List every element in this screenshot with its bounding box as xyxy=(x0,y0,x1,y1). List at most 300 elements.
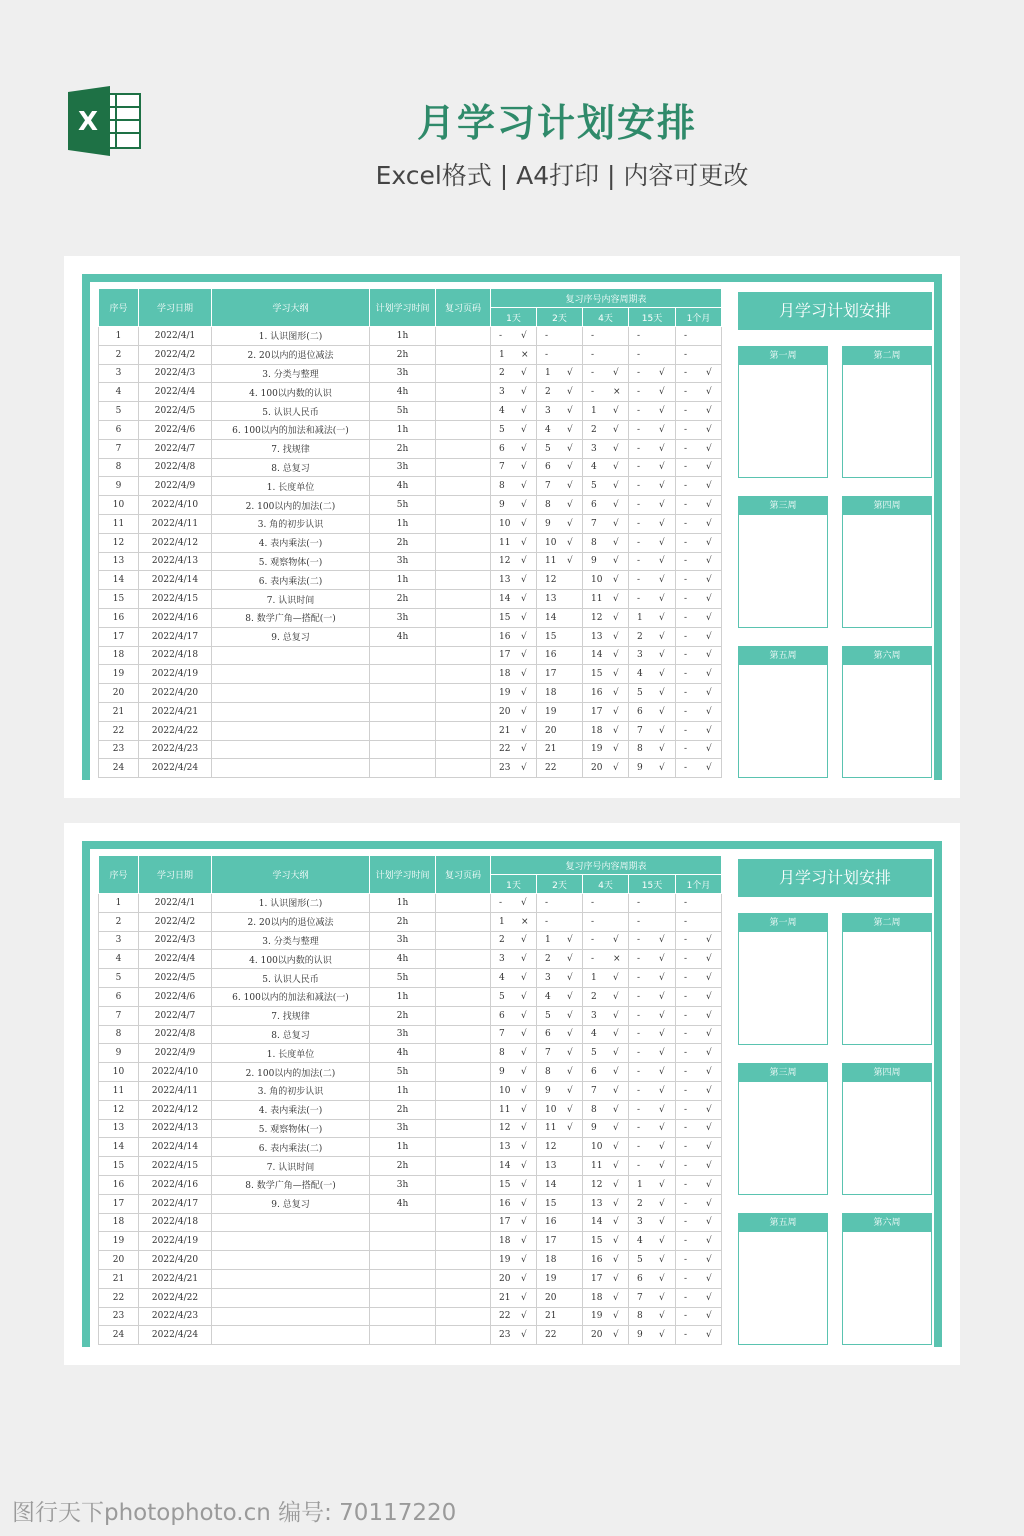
review-number: 16 xyxy=(545,650,557,661)
col-review-page-header: 复习页码 xyxy=(436,289,491,327)
review-mark: √ xyxy=(706,1048,712,1059)
cell-review-cycle xyxy=(676,1269,722,1288)
cell-review-cycle xyxy=(491,931,537,950)
cell-plan-time xyxy=(370,1288,436,1307)
cell-review-page xyxy=(436,1119,491,1138)
table-row xyxy=(99,931,722,950)
review-number: 20 xyxy=(499,706,511,717)
review-number: 2 xyxy=(637,1198,643,1209)
cell-date: 2022/4/6 xyxy=(139,987,212,1006)
review-number: 18 xyxy=(591,725,603,736)
review-number: 2 xyxy=(499,368,505,379)
cell-review-cycle xyxy=(537,345,583,364)
review-number: 23 xyxy=(499,1330,511,1341)
review-mark: √ xyxy=(613,612,619,623)
review-number: - xyxy=(637,518,641,529)
cell-index: 17 xyxy=(99,627,139,646)
cell-plan-time xyxy=(370,721,436,740)
review-number: 9 xyxy=(591,556,597,567)
review-mark: √ xyxy=(706,1123,712,1134)
review-mark: √ xyxy=(521,1311,527,1322)
cell-review-cycle xyxy=(629,590,676,609)
cell-review-cycle xyxy=(491,646,537,665)
review-mark: √ xyxy=(521,368,527,379)
cell-review-cycle xyxy=(583,740,629,759)
cell-date: 2022/4/8 xyxy=(139,1025,212,1044)
col-cycle-header: 1个月 xyxy=(676,308,722,327)
cell-review-cycle xyxy=(583,1251,629,1270)
cell-review-cycle xyxy=(583,402,629,421)
review-mark: √ xyxy=(706,594,712,605)
review-number: 10 xyxy=(545,1104,557,1115)
review-number: 3 xyxy=(545,973,551,984)
cell-plan-time xyxy=(370,1232,436,1251)
review-number: 12 xyxy=(499,556,511,567)
cell-review-cycle xyxy=(491,894,537,913)
review-number: 13 xyxy=(499,1142,511,1153)
review-number: 5 xyxy=(591,1048,597,1059)
cell-outline: 4. 表内乘法(一) xyxy=(212,1100,370,1119)
review-number: 17 xyxy=(499,650,511,661)
review-mark: √ xyxy=(521,631,527,642)
cell-review-cycle xyxy=(583,1307,629,1326)
cell-review-cycle xyxy=(537,950,583,969)
cell-index: 17 xyxy=(99,1194,139,1213)
review-mark: √ xyxy=(659,1273,665,1284)
review-number: 18 xyxy=(545,1255,557,1266)
review-number: 5 xyxy=(591,481,597,492)
table-row xyxy=(99,458,722,477)
review-mark: √ xyxy=(613,575,619,586)
review-number: 6 xyxy=(499,1010,505,1021)
cell-review-cycle xyxy=(537,931,583,950)
cell-outline: 7. 认识时间 xyxy=(212,590,370,609)
cell-review-page xyxy=(436,608,491,627)
review-mark: √ xyxy=(567,1048,573,1059)
review-number: 15 xyxy=(499,612,511,623)
cell-date: 2022/4/4 xyxy=(139,383,212,402)
cell-review-page xyxy=(436,402,491,421)
review-mark: √ xyxy=(613,706,619,717)
cell-date: 2022/4/1 xyxy=(139,327,212,346)
table-row xyxy=(99,1307,722,1326)
review-mark: √ xyxy=(521,954,527,965)
review-mark: √ xyxy=(567,500,573,511)
cell-outline: 9. 总复习 xyxy=(212,627,370,646)
cell-outline xyxy=(212,740,370,759)
cell-plan-time xyxy=(370,740,436,759)
cell-review-cycle xyxy=(491,1006,537,1025)
review-number: 17 xyxy=(591,1273,603,1284)
review-mark: √ xyxy=(613,556,619,567)
cell-review-cycle xyxy=(491,1251,537,1270)
cell-review-cycle xyxy=(583,514,629,533)
review-number: 12 xyxy=(591,1179,603,1190)
cell-review-page xyxy=(436,1175,491,1194)
cell-review-cycle xyxy=(537,327,583,346)
cell-review-cycle xyxy=(583,1063,629,1082)
study-plan-table xyxy=(98,288,722,778)
cell-review-cycle xyxy=(629,1025,676,1044)
cell-review-cycle xyxy=(583,1288,629,1307)
cell-review-page xyxy=(436,665,491,684)
cell-plan-time: 1h xyxy=(370,1138,436,1157)
review-mark: √ xyxy=(521,1123,527,1134)
review-mark: √ xyxy=(659,688,665,699)
review-mark: √ xyxy=(706,500,712,511)
review-number: 10 xyxy=(591,575,603,586)
review-number: - xyxy=(637,954,641,965)
cell-review-cycle xyxy=(676,477,722,496)
review-mark: √ xyxy=(521,406,527,417)
cell-date: 2022/4/11 xyxy=(139,1081,212,1100)
table-row xyxy=(99,552,722,571)
review-number: 4 xyxy=(637,669,643,680)
review-mark: √ xyxy=(613,1029,619,1040)
cell-review-cycle xyxy=(583,1119,629,1138)
sheet-frame xyxy=(82,274,942,780)
table-row xyxy=(99,912,722,931)
review-mark: √ xyxy=(706,1311,712,1322)
cell-outline: 8. 总复习 xyxy=(212,458,370,477)
review-mark: √ xyxy=(706,1273,712,1284)
week-label: 第三周 xyxy=(739,497,827,515)
cell-review-cycle xyxy=(537,552,583,571)
review-number: 2 xyxy=(591,991,597,1002)
cell-outline: 1. 认识图形(二) xyxy=(212,327,370,346)
review-number: 1 xyxy=(637,612,643,623)
cell-review-cycle xyxy=(537,1138,583,1157)
cell-review-cycle xyxy=(583,458,629,477)
table-row xyxy=(99,627,722,646)
review-number: - xyxy=(591,349,595,360)
sheet-frame xyxy=(82,841,942,1347)
review-number: 7 xyxy=(545,481,551,492)
cell-plan-time: 1h xyxy=(370,894,436,913)
review-number: - xyxy=(684,575,688,586)
review-mark: √ xyxy=(613,1161,619,1172)
cell-index: 23 xyxy=(99,740,139,759)
review-number: - xyxy=(637,1123,641,1134)
review-number: - xyxy=(637,1029,641,1040)
review-mark: √ xyxy=(613,1292,619,1303)
cell-review-cycle xyxy=(629,1006,676,1025)
cell-date: 2022/4/12 xyxy=(139,533,212,552)
cell-date: 2022/4/22 xyxy=(139,721,212,740)
cell-outline: 3. 分类与整理 xyxy=(212,364,370,383)
cell-review-cycle xyxy=(676,740,722,759)
review-mark: √ xyxy=(521,1217,527,1228)
cell-date: 2022/4/5 xyxy=(139,402,212,421)
cell-outline: 5. 观察物体(一) xyxy=(212,1119,370,1138)
cell-review-cycle xyxy=(629,327,676,346)
review-number: - xyxy=(591,368,595,379)
review-number: - xyxy=(684,1104,688,1115)
review-number: 5 xyxy=(499,424,505,435)
cell-plan-time: 1h xyxy=(370,514,436,533)
cell-review-cycle xyxy=(583,721,629,740)
review-number: 23 xyxy=(499,763,511,774)
review-number: - xyxy=(591,330,595,341)
review-number: - xyxy=(684,1123,688,1134)
review-mark: √ xyxy=(521,443,527,454)
review-number: - xyxy=(637,500,641,511)
cell-plan-time: 1h xyxy=(370,327,436,346)
cell-outline: 7. 找规律 xyxy=(212,439,370,458)
cell-review-cycle xyxy=(583,1326,629,1345)
cell-review-page xyxy=(436,477,491,496)
review-mark: √ xyxy=(706,991,712,1002)
cell-review-cycle xyxy=(629,1157,676,1176)
review-number: 1 xyxy=(591,406,597,417)
review-mark: √ xyxy=(659,650,665,661)
review-mark: √ xyxy=(521,1236,527,1247)
cell-review-cycle xyxy=(676,327,722,346)
review-number: 16 xyxy=(545,1217,557,1228)
review-number: 1 xyxy=(637,1179,643,1190)
review-mark: √ xyxy=(706,1085,712,1096)
review-number: 22 xyxy=(545,1330,557,1341)
review-mark: √ xyxy=(659,556,665,567)
review-mark: √ xyxy=(613,443,619,454)
cell-review-page xyxy=(436,759,491,778)
cell-plan-time xyxy=(370,1307,436,1326)
review-mark: √ xyxy=(521,688,527,699)
review-number: - xyxy=(684,368,688,379)
review-number: 19 xyxy=(499,1255,511,1266)
table-row xyxy=(99,496,722,515)
cell-outline: 1. 长度单位 xyxy=(212,477,370,496)
cell-review-cycle xyxy=(629,931,676,950)
review-number: - xyxy=(545,897,549,908)
table-row xyxy=(99,1063,722,1082)
cell-review-cycle xyxy=(583,684,629,703)
review-number: - xyxy=(684,706,688,717)
cell-review-page xyxy=(436,1194,491,1213)
review-mark: √ xyxy=(659,612,665,623)
cell-review-cycle xyxy=(676,1251,722,1270)
cell-outline xyxy=(212,665,370,684)
review-number: 19 xyxy=(591,744,603,755)
review-number: - xyxy=(684,349,688,360)
col-date-header: 学习日期 xyxy=(139,289,212,327)
review-number: 4 xyxy=(591,1029,597,1040)
review-number: - xyxy=(637,594,641,605)
review-mark: × xyxy=(613,387,621,398)
cell-review-cycle xyxy=(491,1175,537,1194)
review-mark: √ xyxy=(567,537,573,548)
cell-review-cycle xyxy=(583,894,629,913)
cell-index: 4 xyxy=(99,950,139,969)
cell-review-page xyxy=(436,1006,491,1025)
cell-review-cycle xyxy=(583,702,629,721)
review-number: - xyxy=(637,1085,641,1096)
cell-review-cycle xyxy=(583,759,629,778)
review-number: - xyxy=(591,916,595,927)
review-number: - xyxy=(684,1311,688,1322)
cell-review-cycle xyxy=(583,420,629,439)
review-mark: √ xyxy=(706,1142,712,1153)
cell-index: 20 xyxy=(99,1251,139,1270)
review-mark: √ xyxy=(567,481,573,492)
cell-outline: 5. 认识人民币 xyxy=(212,402,370,421)
week-label: 第四周 xyxy=(843,1064,931,1082)
review-mark: √ xyxy=(659,1236,665,1247)
review-mark: √ xyxy=(567,424,573,435)
review-mark: √ xyxy=(521,744,527,755)
review-number: 2 xyxy=(545,954,551,965)
cell-review-cycle xyxy=(583,1175,629,1194)
cell-review-page xyxy=(436,987,491,1006)
review-number: 13 xyxy=(499,575,511,586)
review-number: 13 xyxy=(545,1161,557,1172)
cell-review-cycle xyxy=(491,1063,537,1082)
cell-index: 13 xyxy=(99,552,139,571)
cell-review-cycle xyxy=(491,1288,537,1307)
cell-review-cycle xyxy=(629,1213,676,1232)
table-row xyxy=(99,665,722,684)
cell-review-cycle xyxy=(491,702,537,721)
cell-date: 2022/4/6 xyxy=(139,420,212,439)
review-number: - xyxy=(684,1179,688,1190)
review-number: 5 xyxy=(637,688,643,699)
cell-review-cycle xyxy=(491,740,537,759)
cell-review-cycle xyxy=(537,1288,583,1307)
review-mark: √ xyxy=(567,406,573,417)
week-label: 第六周 xyxy=(843,647,931,665)
cell-review-cycle xyxy=(676,1194,722,1213)
table-row xyxy=(99,608,722,627)
review-number: 11 xyxy=(545,556,557,567)
cell-review-page xyxy=(436,496,491,515)
cell-review-cycle xyxy=(676,950,722,969)
col-index-header: 序号 xyxy=(99,856,139,894)
review-mark: √ xyxy=(706,612,712,623)
review-number: 21 xyxy=(499,725,511,736)
cell-review-cycle xyxy=(491,1025,537,1044)
review-number: 3 xyxy=(545,406,551,417)
review-mark: √ xyxy=(706,481,712,492)
review-mark: √ xyxy=(567,1029,573,1040)
review-mark: √ xyxy=(706,368,712,379)
review-mark: √ xyxy=(521,330,527,341)
review-mark: √ xyxy=(706,424,712,435)
cell-outline: 7. 认识时间 xyxy=(212,1157,370,1176)
review-number: 11 xyxy=(591,594,603,605)
cell-review-cycle xyxy=(583,1081,629,1100)
cell-review-page xyxy=(436,533,491,552)
cell-review-cycle xyxy=(629,684,676,703)
review-mark: √ xyxy=(613,424,619,435)
review-mark: √ xyxy=(706,954,712,965)
review-mark: √ xyxy=(659,1255,665,1266)
cell-review-cycle xyxy=(583,345,629,364)
review-number: - xyxy=(684,935,688,946)
sheet-preview-1 xyxy=(64,256,960,798)
review-number: - xyxy=(637,462,641,473)
cell-index: 11 xyxy=(99,1081,139,1100)
review-mark: √ xyxy=(521,518,527,529)
cell-review-cycle xyxy=(629,665,676,684)
review-mark: √ xyxy=(706,462,712,473)
review-number: 9 xyxy=(545,518,551,529)
review-number: - xyxy=(591,387,595,398)
cell-outline: 4. 表内乘法(一) xyxy=(212,533,370,552)
cell-review-cycle xyxy=(629,912,676,931)
cell-review-page xyxy=(436,912,491,931)
review-mark: √ xyxy=(521,1104,527,1115)
review-number: - xyxy=(684,612,688,623)
cell-review-cycle xyxy=(629,646,676,665)
review-number: 17 xyxy=(591,706,603,717)
cell-date: 2022/4/21 xyxy=(139,1269,212,1288)
cell-plan-time: 1h xyxy=(370,1081,436,1100)
cell-review-cycle xyxy=(537,1063,583,1082)
review-number: - xyxy=(684,973,688,984)
review-number: 1 xyxy=(545,368,551,379)
cell-plan-time xyxy=(370,1251,436,1270)
review-number: 14 xyxy=(591,1217,603,1228)
review-number: 19 xyxy=(545,1273,557,1284)
cell-review-cycle xyxy=(491,950,537,969)
cell-review-cycle xyxy=(491,627,537,646)
cell-review-cycle xyxy=(491,552,537,571)
cell-index: 19 xyxy=(99,1232,139,1251)
cell-review-cycle xyxy=(629,1232,676,1251)
table-row xyxy=(99,1213,722,1232)
cell-review-cycle xyxy=(583,1100,629,1119)
col-cycle-group-header: 复习序号内容周期表 xyxy=(491,856,722,875)
review-number: 6 xyxy=(545,1029,551,1040)
cell-review-cycle xyxy=(491,969,537,988)
cell-plan-time: 3h xyxy=(370,931,436,950)
review-mark: √ xyxy=(521,1048,527,1059)
review-number: 11 xyxy=(499,1104,511,1115)
cell-review-cycle xyxy=(583,608,629,627)
review-number: 6 xyxy=(499,443,505,454)
cell-index: 7 xyxy=(99,439,139,458)
review-number: 7 xyxy=(499,462,505,473)
cell-review-cycle xyxy=(629,552,676,571)
review-mark: √ xyxy=(521,973,527,984)
review-number: 2 xyxy=(637,631,643,642)
cell-outline: 5. 观察物体(一) xyxy=(212,552,370,571)
review-number: - xyxy=(684,1142,688,1153)
review-number: 22 xyxy=(499,744,511,755)
cell-review-cycle xyxy=(491,1232,537,1251)
cell-review-cycle xyxy=(629,458,676,477)
review-number: 20 xyxy=(499,1273,511,1284)
table-row xyxy=(99,383,722,402)
cell-review-cycle xyxy=(629,533,676,552)
cell-review-cycle xyxy=(491,1081,537,1100)
review-number: 8 xyxy=(499,481,505,492)
cell-index: 18 xyxy=(99,1213,139,1232)
cell-index: 14 xyxy=(99,571,139,590)
review-mark: √ xyxy=(567,1104,573,1115)
review-number: 18 xyxy=(545,688,557,699)
review-mark: √ xyxy=(659,744,665,755)
cell-review-cycle xyxy=(629,969,676,988)
col-outline-header: 学习大纲 xyxy=(212,856,370,894)
cell-outline xyxy=(212,721,370,740)
cell-review-cycle xyxy=(537,969,583,988)
col-plan-time-header: 计划学习时间 xyxy=(370,856,436,894)
cell-review-cycle xyxy=(583,1025,629,1044)
cell-review-cycle xyxy=(537,477,583,496)
cell-plan-time xyxy=(370,1326,436,1345)
review-mark: √ xyxy=(613,688,619,699)
